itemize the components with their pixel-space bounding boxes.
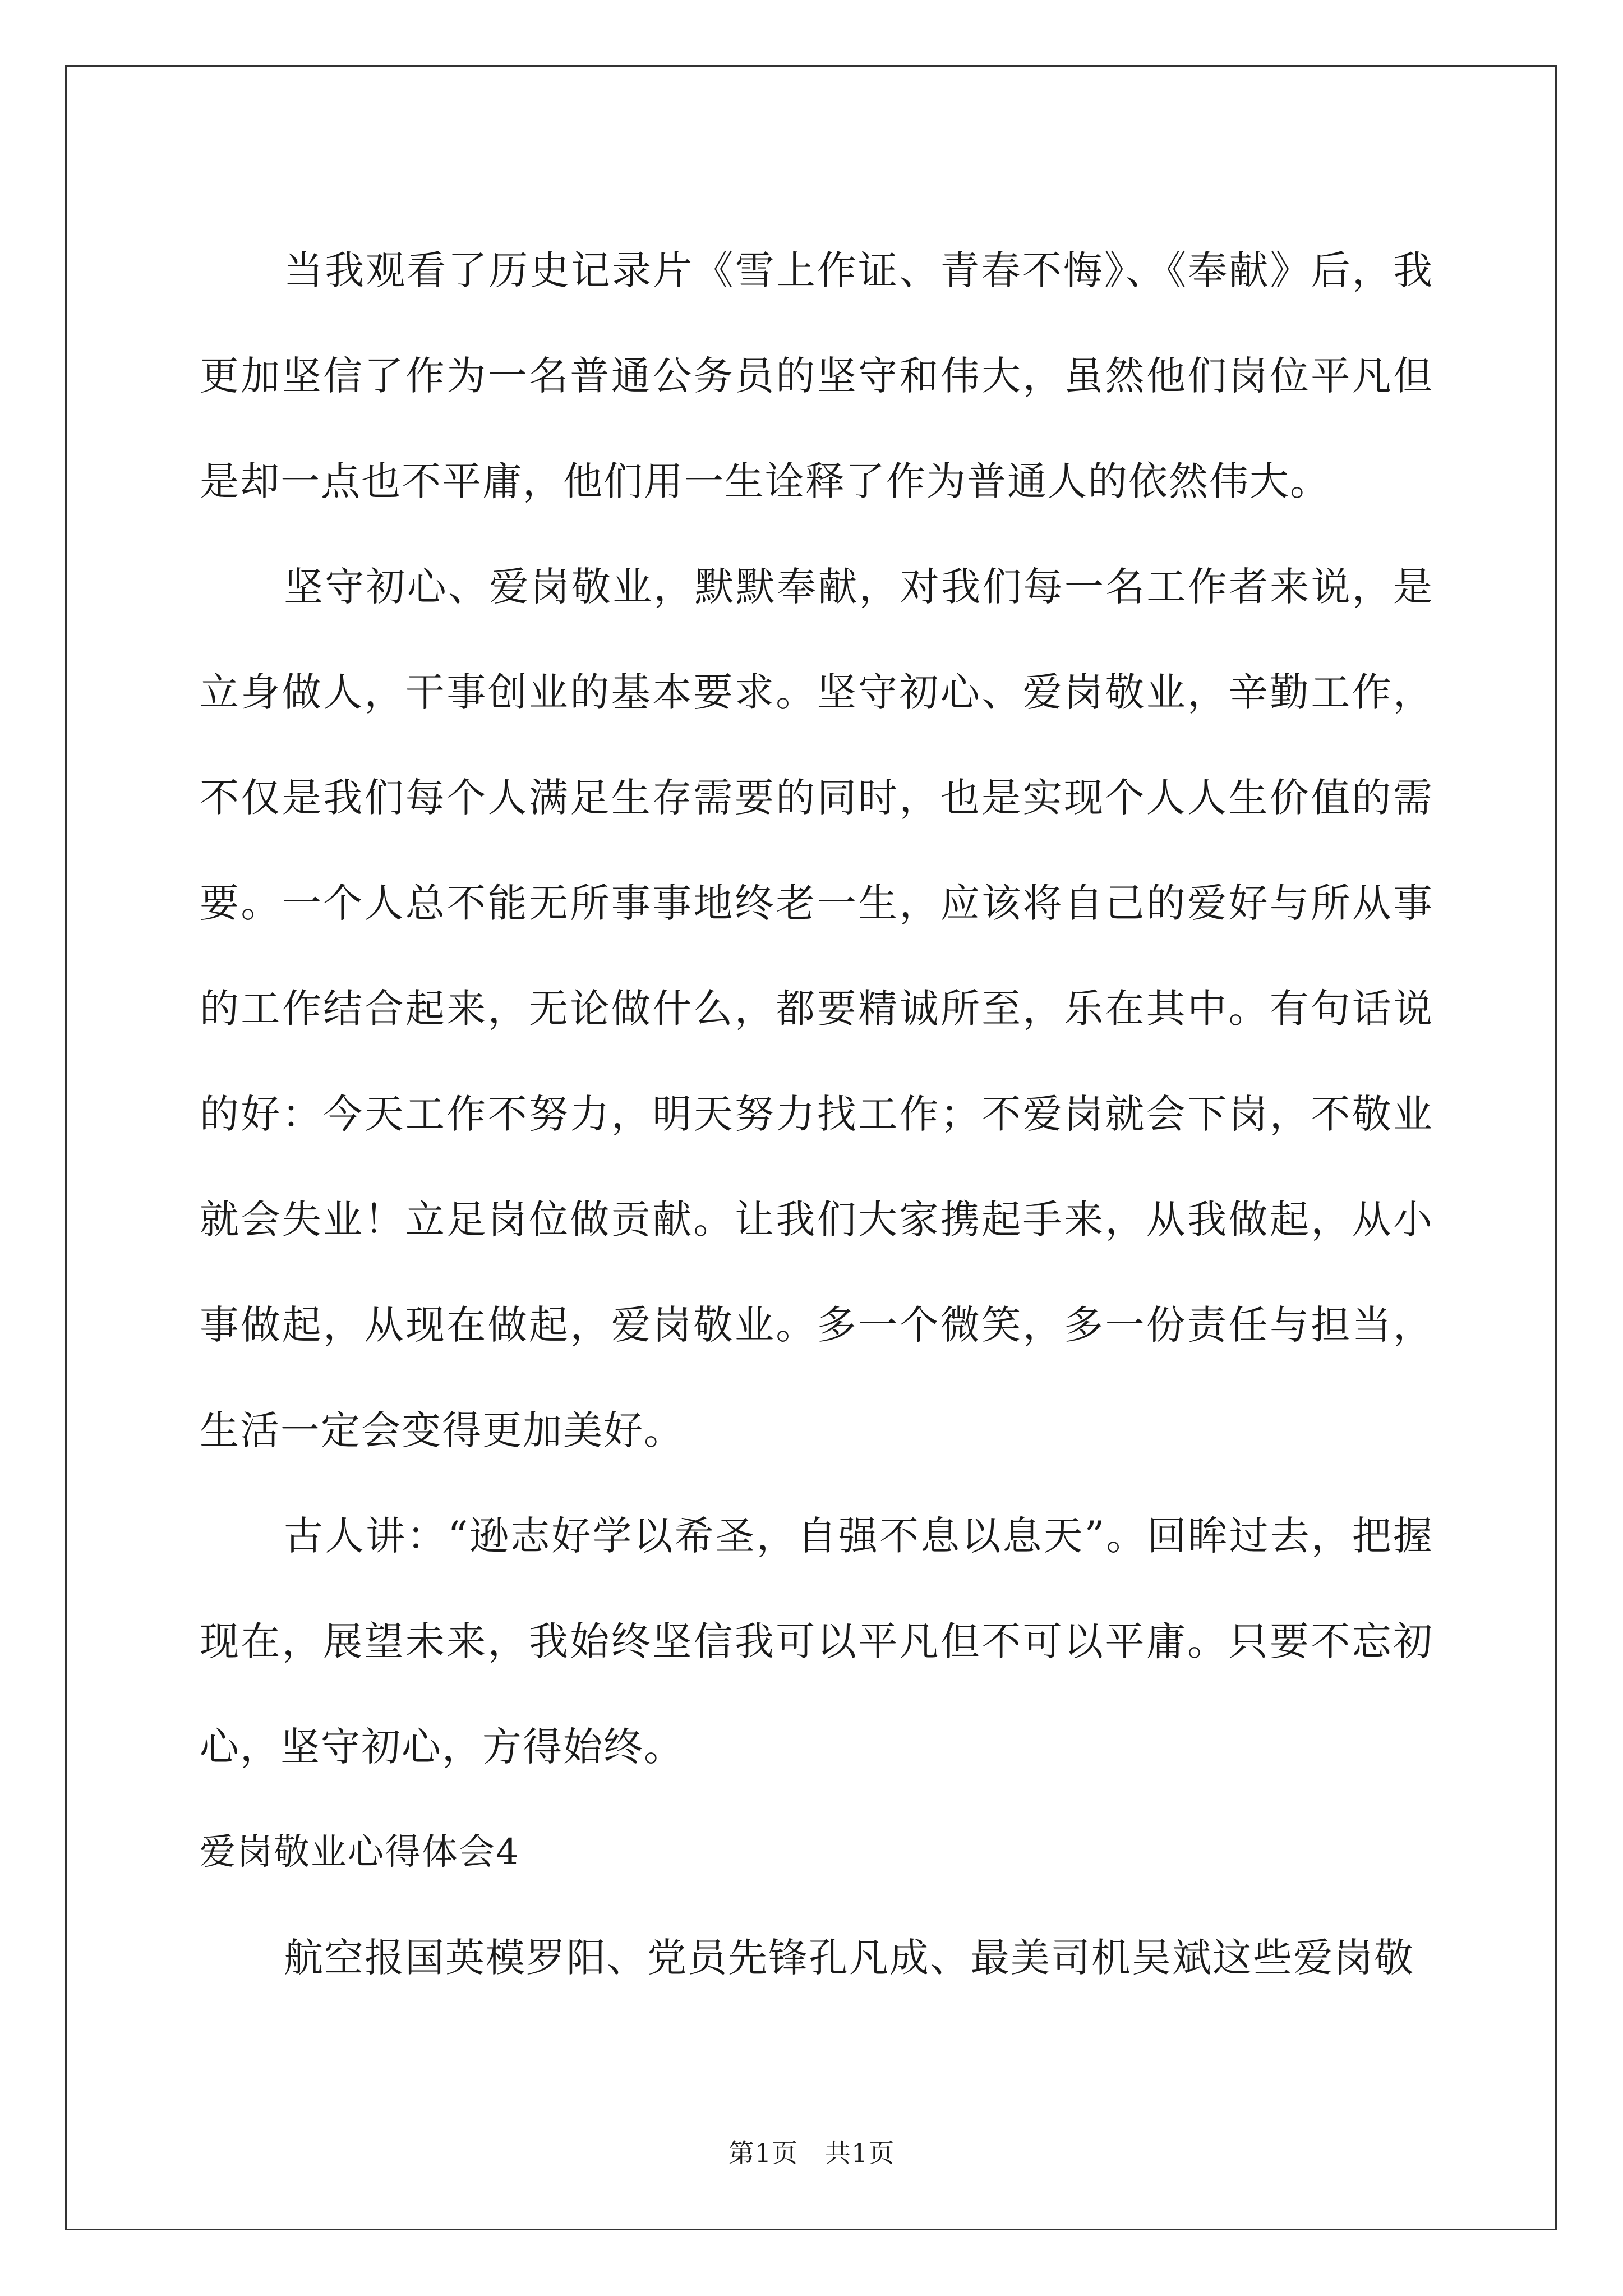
paragraph-4: 航空报国英模罗阳、党员先锋孔凡成、最美司机吴斌这些爱岗敬 xyxy=(284,1935,1414,1981)
section-heading: 爱岗敬业心得体会4 xyxy=(200,1832,520,1873)
paragraph-1: 当我观看了历史记录片《雪上作证、青春不悔》、《奉献》后，我更加坚信了作为一名普通公务员的坚守和伟大，虽然他们岗位平凡但是却一点也不平庸，他们用一生诠释了作为普通人的依然伟大。 xyxy=(200,247,1433,504)
paragraph-2: 坚守初心、爱岗敬业，默默奉献，对我们每一名工作者来说，是立身做人，干事创业的基本要求。坚守初心、爱岗敬业，辛勤工作，不仅是我们每个人满足生存需要的同时，也是实现个人人生价值的需要。一个人总不能无所事事地终老一生，应该将自己的爱好与所从事的工作结合起来，无论做什么，都要精诚所至，乐在其中。有句话说的好：今天工作不努力，明天努力找工作；不爱岗就会下岗，不敬业就会失业！立足岗位做贡献。让我们大家携起手来，从我做起，从小事做起，从现在做起，爱岗敬业。多一个微笑，多一份责任与担当，生活一定会变得更加美好。 xyxy=(200,564,1433,1453)
document-body xyxy=(200,218,1433,2010)
paragraph-3: 古人讲：“逊志好学以希圣，自强不息以息天”。回眸过去，把握现在，展望未来，我始终坚信我可以平凡但不可以平庸。只要不忘初心，坚守初心，方得始终。 xyxy=(200,1513,1433,1770)
page-total: 共1页 xyxy=(825,2138,895,2168)
page-number: 第1页 xyxy=(728,2138,798,2168)
page-footer xyxy=(0,2133,1623,2170)
